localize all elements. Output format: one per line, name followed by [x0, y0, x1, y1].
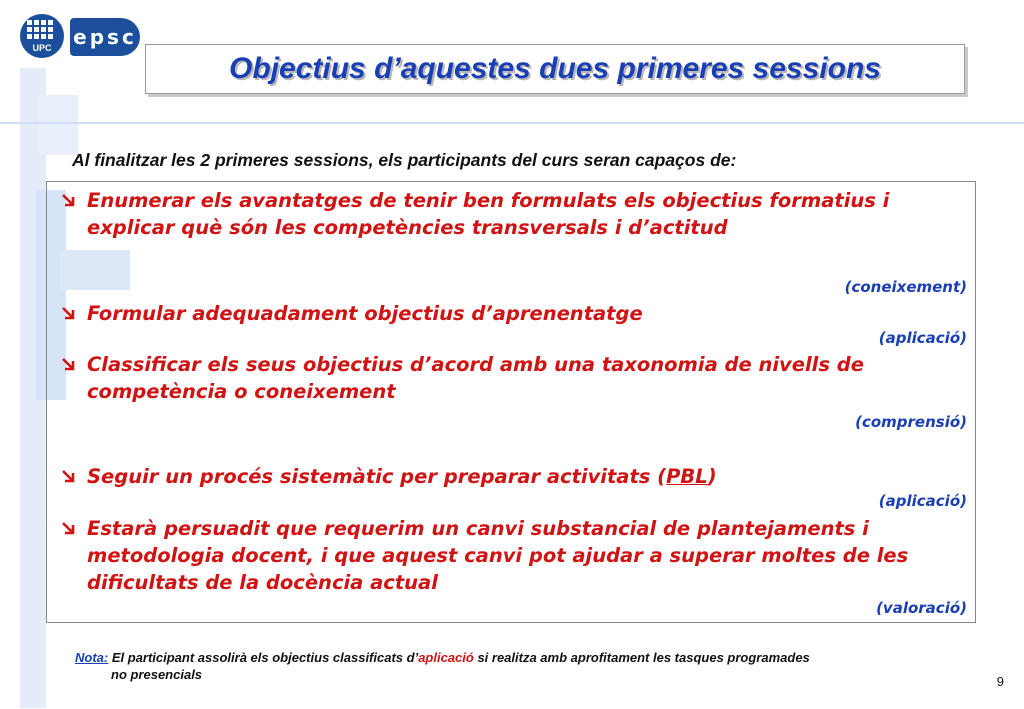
upc-logo	[20, 14, 64, 58]
upc-logo-text: UPC	[32, 43, 52, 53]
objective-text: Classificar els seus objectius d’acord amb una taxonomia de nivells de competència o coneixement	[87, 353, 864, 403]
objective-category: (aplicació)	[878, 492, 967, 510]
epsc-logo: epsc	[70, 18, 140, 56]
objective-text: Formular adequadament objectius d’aprenentatge	[87, 302, 643, 325]
intro-text: Al finalitzar les 2 primeres sessions, els participants del curs seran capaços de:	[72, 150, 737, 170]
pbl-link[interactable]: PBL	[666, 465, 708, 488]
title-box	[145, 44, 965, 94]
objective-text: Enumerar els avantatges de tenir ben formulats els objectius formatius i explicar què són les competències transversals i d’actitud	[87, 189, 890, 239]
objective-category: (comprensió)	[855, 413, 967, 431]
arrow-right-icon	[61, 469, 79, 485]
objective-item	[61, 300, 961, 327]
arrow-right-icon	[61, 521, 79, 537]
arrow-right-icon	[61, 193, 79, 209]
arrow-right-icon	[61, 306, 79, 322]
objective-text: Seguir un procés sistemàtic per preparar activitats (PBL)	[87, 465, 717, 488]
page-number: 9	[996, 674, 1004, 689]
objective-category: (valoració)	[876, 599, 967, 617]
arrow-right-icon	[61, 357, 79, 373]
page-title: Objectius d’aquestes dues primeres sessions	[229, 52, 881, 85]
objectives-box	[46, 181, 976, 623]
objective-text: Estarà persuadit que requerim un canvi substancial de plantejaments i metodologia docent, i que aquest canvi pot ajudar a superar moltes de les dificultats de la docència actual	[87, 517, 909, 594]
footnote: Nota: El participant assolirà els objectius classificats d’aplicació si realitza amb aprofitament les tasques programades no presencials	[75, 649, 975, 683]
objective-category: (aplicació)	[878, 329, 967, 347]
note-label: Nota:	[75, 650, 109, 665]
note-highlight: aplicació	[418, 650, 474, 665]
objective-item	[61, 463, 961, 490]
objective-category: (coneixement)	[844, 278, 967, 296]
note-line2: no presencials	[111, 667, 203, 682]
objective-item	[61, 351, 961, 405]
objective-item	[61, 515, 961, 596]
header-divider	[0, 122, 1024, 124]
decorative-block	[38, 95, 78, 155]
objective-item	[61, 187, 961, 241]
